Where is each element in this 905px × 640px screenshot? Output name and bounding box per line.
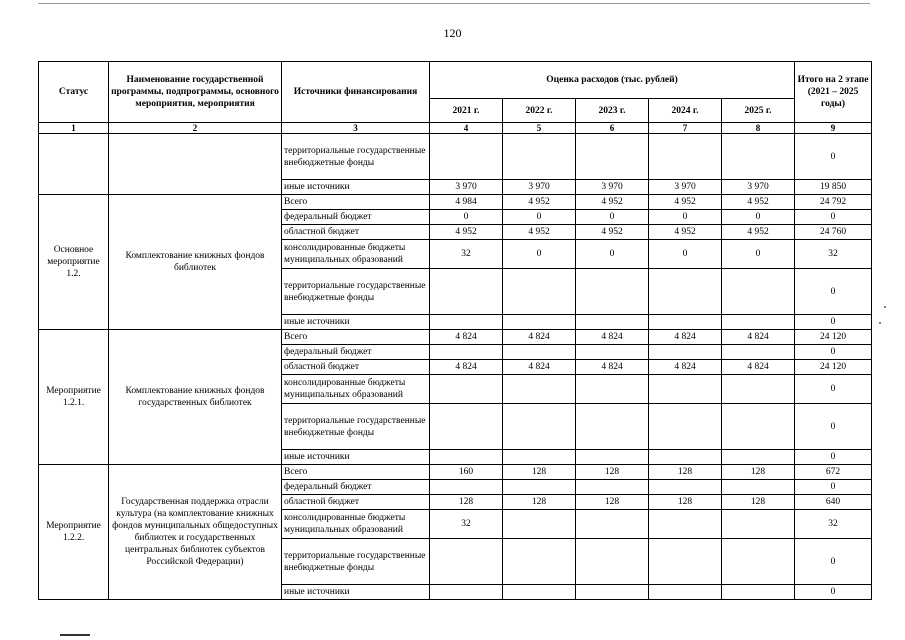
value-cell (430, 345, 503, 360)
total-cell: 0 (795, 134, 872, 180)
total-cell: 0 (795, 539, 872, 585)
value-cell (649, 585, 722, 600)
value-cell: 4 952 (576, 195, 649, 210)
name-cell: Государственная поддержка отрасли культура (на комплектование книжных фондов муниципальных общедоступных библиотек и государственных центральных библиотек субъектов Российской Федерации) (109, 465, 282, 600)
source-cell: областной бюджет (282, 360, 430, 375)
value-cell: 4 952 (430, 225, 503, 240)
name-cell: Комплектование книжных фондов библиотек (109, 195, 282, 330)
value-cell (649, 134, 722, 180)
total-cell: 0 (795, 345, 872, 360)
value-cell (722, 510, 795, 539)
header-year: 2024 г. (649, 99, 722, 123)
value-cell (576, 269, 649, 315)
name-cell: Комплектование книжных фондов государственных библиотек (109, 330, 282, 465)
value-cell (576, 510, 649, 539)
value-cell (576, 539, 649, 585)
table-row (39, 134, 872, 180)
column-number: 4 (430, 123, 503, 134)
value-cell (576, 585, 649, 600)
total-cell: 0 (795, 375, 872, 404)
value-cell (722, 345, 795, 360)
page-number: 120 (443, 26, 462, 40)
value-cell (576, 480, 649, 495)
value-cell (722, 539, 795, 585)
total-cell: 24 120 (795, 330, 872, 345)
value-cell: 0 (576, 240, 649, 269)
value-cell: 32 (430, 510, 503, 539)
value-cell: 4 952 (649, 195, 722, 210)
value-cell: 32 (430, 240, 503, 269)
value-cell: 4 824 (576, 330, 649, 345)
column-number: 2 (109, 123, 282, 134)
header-sources: Источники финансирования (282, 62, 430, 123)
value-cell (503, 404, 576, 450)
value-cell: 0 (430, 210, 503, 225)
header-row-1 (39, 62, 872, 99)
value-cell (649, 450, 722, 465)
source-cell: иные источники (282, 585, 430, 600)
bottom-mark (60, 634, 90, 636)
value-cell: 4 824 (430, 360, 503, 375)
total-cell: 0 (795, 404, 872, 450)
source-cell: иные источники (282, 180, 430, 195)
value-cell (576, 315, 649, 330)
source-cell: федеральный бюджет (282, 345, 430, 360)
value-cell (503, 450, 576, 465)
value-cell (430, 134, 503, 180)
source-cell: территориальные государственные внебюджетные фонды (282, 404, 430, 450)
source-cell: областной бюджет (282, 225, 430, 240)
value-cell (649, 315, 722, 330)
source-cell: иные источники (282, 450, 430, 465)
value-cell: 0 (722, 210, 795, 225)
value-cell (430, 375, 503, 404)
value-cell: 128 (576, 465, 649, 480)
column-number: 6 (576, 123, 649, 134)
value-cell (430, 404, 503, 450)
value-cell: 4 952 (722, 195, 795, 210)
value-cell (503, 375, 576, 404)
value-cell: 4 952 (722, 225, 795, 240)
value-cell (576, 134, 649, 180)
value-cell: 4 824 (649, 360, 722, 375)
column-number: 9 (795, 123, 872, 134)
value-cell (503, 510, 576, 539)
value-cell (722, 585, 795, 600)
header-estimate: Оценка расходов (тыс. рублей) (430, 62, 795, 99)
header-year: 2021 г. (430, 99, 503, 123)
total-cell: 0 (795, 315, 872, 330)
header-year: 2025 г. (722, 99, 795, 123)
total-cell: 19 850 (795, 180, 872, 195)
value-cell (722, 269, 795, 315)
column-number: 3 (282, 123, 430, 134)
value-cell (430, 450, 503, 465)
value-cell: 128 (722, 465, 795, 480)
value-cell: 0 (503, 210, 576, 225)
value-cell (649, 345, 722, 360)
source-cell: Всего (282, 195, 430, 210)
table-row (39, 330, 872, 345)
total-cell: 0 (795, 585, 872, 600)
value-cell: 128 (722, 495, 795, 510)
source-cell: федеральный бюджет (282, 480, 430, 495)
value-cell: 4 824 (722, 330, 795, 345)
value-cell: 0 (576, 210, 649, 225)
header-year: 2022 г. (503, 99, 576, 123)
value-cell: 3 970 (649, 180, 722, 195)
total-cell: 32 (795, 510, 872, 539)
value-cell (649, 375, 722, 404)
status-cell: Мероприятие 1.2.1. (39, 330, 109, 465)
header-year: 2023 г. (576, 99, 649, 123)
value-cell (503, 585, 576, 600)
value-cell: 4 952 (503, 195, 576, 210)
value-cell: 128 (503, 465, 576, 480)
value-cell (503, 134, 576, 180)
top-rule (38, 3, 870, 4)
value-cell: 128 (649, 495, 722, 510)
source-cell: территориальные государственные внебюджетные фонды (282, 134, 430, 180)
total-cell: 0 (795, 480, 872, 495)
table-row (39, 195, 872, 210)
total-cell: 672 (795, 465, 872, 480)
value-cell: 0 (503, 240, 576, 269)
value-cell: 4 952 (503, 225, 576, 240)
name-cell (109, 134, 282, 195)
value-cell (430, 480, 503, 495)
value-cell (503, 315, 576, 330)
source-cell: консолидированные бюджеты муниципальных образований (282, 510, 430, 539)
source-cell: иные источники (282, 315, 430, 330)
source-cell: консолидированные бюджеты муниципальных образований (282, 240, 430, 269)
value-cell: 4 984 (430, 195, 503, 210)
value-cell: 0 (649, 210, 722, 225)
value-cell: 4 824 (503, 330, 576, 345)
value-cell: 4 824 (503, 360, 576, 375)
source-cell: Всего (282, 465, 430, 480)
value-cell: 3 970 (722, 180, 795, 195)
value-cell: 4 952 (649, 225, 722, 240)
value-cell: 4 824 (430, 330, 503, 345)
scan-speck (879, 322, 881, 324)
total-cell: 0 (795, 450, 872, 465)
total-cell: 640 (795, 495, 872, 510)
value-cell (503, 539, 576, 585)
value-cell: 128 (503, 495, 576, 510)
scan-speck (884, 306, 886, 308)
value-cell (649, 480, 722, 495)
status-cell: Основное мероприятие 1.2. (39, 195, 109, 330)
value-cell: 4 824 (649, 330, 722, 345)
value-cell: 128 (576, 495, 649, 510)
value-cell: 4 824 (722, 360, 795, 375)
value-cell (722, 450, 795, 465)
value-cell: 128 (649, 465, 722, 480)
value-cell (722, 480, 795, 495)
column-number: 5 (503, 123, 576, 134)
column-numbers-row (39, 123, 872, 134)
value-cell (430, 585, 503, 600)
total-cell: 24 120 (795, 360, 872, 375)
status-cell: Мероприятие 1.2.2. (39, 465, 109, 600)
value-cell (649, 510, 722, 539)
value-cell (503, 345, 576, 360)
value-cell (649, 404, 722, 450)
total-cell: 24 792 (795, 195, 872, 210)
value-cell: 0 (649, 240, 722, 269)
value-cell (430, 269, 503, 315)
value-cell: 128 (430, 495, 503, 510)
total-cell: 32 (795, 240, 872, 269)
budget-table (38, 61, 872, 600)
value-cell: 3 970 (576, 180, 649, 195)
value-cell (722, 375, 795, 404)
source-cell: консолидированные бюджеты муниципальных образований (282, 375, 430, 404)
value-cell: 3 970 (430, 180, 503, 195)
value-cell (503, 480, 576, 495)
value-cell (576, 345, 649, 360)
source-cell: федеральный бюджет (282, 210, 430, 225)
value-cell: 0 (722, 240, 795, 269)
source-cell: территориальные государственные внебюджетные фонды (282, 539, 430, 585)
value-cell (722, 404, 795, 450)
value-cell (722, 315, 795, 330)
header-name: Наименование государственной программы, подпрограммы, основного мероприятия, мероприятия (109, 62, 282, 123)
header-total: Итого на 2 этапе (2021 – 2025 годы) (795, 62, 872, 123)
value-cell: 4 824 (576, 360, 649, 375)
value-cell (576, 404, 649, 450)
value-cell (649, 539, 722, 585)
table-row (39, 465, 872, 480)
value-cell (576, 450, 649, 465)
value-cell: 160 (430, 465, 503, 480)
value-cell (649, 269, 722, 315)
status-cell (39, 134, 109, 195)
column-number: 8 (722, 123, 795, 134)
value-cell (503, 269, 576, 315)
value-cell (430, 539, 503, 585)
source-cell: Всего (282, 330, 430, 345)
column-number: 1 (39, 123, 109, 134)
value-cell: 3 970 (503, 180, 576, 195)
source-cell: территориальные государственные внебюджетные фонды (282, 269, 430, 315)
value-cell: 4 952 (576, 225, 649, 240)
value-cell (576, 375, 649, 404)
total-cell: 0 (795, 269, 872, 315)
column-number: 7 (649, 123, 722, 134)
total-cell: 0 (795, 210, 872, 225)
header-status: Статус (39, 62, 109, 123)
source-cell: областной бюджет (282, 495, 430, 510)
value-cell (722, 134, 795, 180)
total-cell: 24 760 (795, 225, 872, 240)
table-body (39, 134, 872, 600)
value-cell (430, 315, 503, 330)
